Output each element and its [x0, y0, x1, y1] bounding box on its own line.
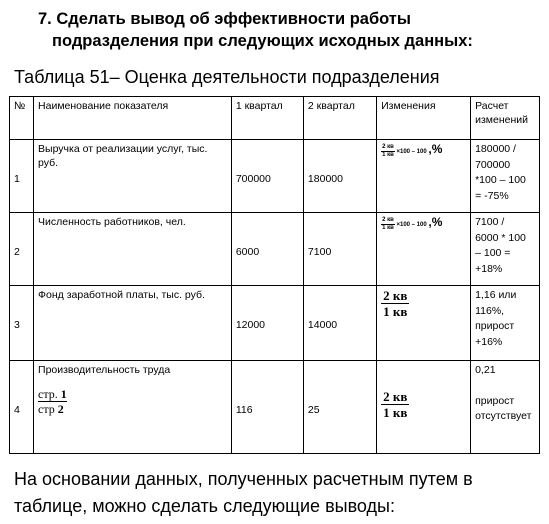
change-calculation — [471, 361, 540, 454]
row-number-text: 3 — [14, 319, 20, 331]
header-calculation: Расчет изменений — [471, 97, 540, 140]
productivity-formula — [38, 387, 67, 416]
calc-line: = -75% — [475, 189, 509, 202]
indicator-name: Выручка от реализации услуг, тыс. руб. — [34, 140, 232, 213]
quarter-ratio-fraction — [381, 389, 409, 420]
task-heading-line2: подразделения при следующих исходных данных: — [52, 32, 473, 50]
calc-line — [475, 379, 535, 394]
table-row — [10, 213, 540, 286]
row-number — [10, 286, 34, 361]
change-formula-expression — [381, 142, 443, 158]
formula-denominator-text: стр — [38, 402, 55, 416]
calc-line: 116%, — [475, 304, 505, 317]
table-row — [10, 286, 540, 361]
calc-line: прирост — [475, 320, 515, 332]
q1-value — [231, 361, 303, 454]
fraction-denominator: 1 кв — [383, 304, 408, 319]
quarter-ratio-fraction — [381, 217, 395, 232]
indicator-name-text: Производительность труда — [38, 364, 171, 376]
calc-line: – 100 = — [475, 247, 511, 259]
header-changes: Изменения — [377, 97, 471, 140]
formula-unit: ,% — [428, 215, 443, 229]
fraction-denominator: 1 кв — [382, 224, 394, 231]
change-formula — [377, 361, 471, 454]
table-row — [10, 361, 540, 454]
fraction-numerator: 2 кв — [382, 216, 394, 223]
formula-denominator — [38, 402, 64, 416]
change-formula — [377, 140, 471, 213]
formula-tail: ×100 – 100 — [396, 149, 427, 155]
fraction-numerator: 2 кв — [383, 389, 408, 404]
table-caption: Таблица 51– Оценка деятельности подразделения — [14, 67, 440, 87]
fraction-denominator: 1 кв — [383, 405, 408, 420]
formula-tail: ×100 – 100 — [396, 222, 427, 228]
header-indicator: Наименование показателя — [34, 97, 232, 140]
row-number-text: 2 — [14, 246, 20, 258]
calc-line: +18% — [475, 262, 503, 275]
header-q2: 2 квартал — [303, 97, 376, 140]
q2-value-text: 14000 — [307, 319, 338, 331]
q1-value — [231, 286, 303, 361]
change-formula-expression — [381, 215, 443, 231]
change-formula — [377, 213, 471, 286]
row-number-text: 1 — [14, 173, 20, 185]
header-q1: 1 квартал — [231, 97, 303, 140]
calc-line: 6000 * 100 — [475, 231, 526, 244]
q2-value-text: 7100 — [307, 246, 332, 258]
change-calculation — [471, 140, 540, 213]
q2-value-text: 180000 — [307, 173, 343, 185]
q2-value — [303, 286, 376, 361]
calc-line: 0,21 — [475, 364, 496, 376]
calc-line: 1,16 или — [475, 289, 517, 301]
formula-denominator-value: 2 — [57, 402, 64, 416]
calc-line: 7100 / — [475, 216, 505, 228]
row-number — [10, 213, 34, 286]
fraction-denominator: 1 кв — [382, 151, 394, 158]
evaluation-table — [9, 96, 540, 454]
task-heading-line1: 7. Сделать вывод об эффективности работы — [38, 10, 411, 28]
q2-value-text: 25 — [307, 404, 320, 416]
conclusion-paragraph: На основании данных, полученных расчетным путем в таблице, можно сделать следующие выводы: — [14, 469, 473, 516]
row-number — [10, 140, 34, 213]
q2-value — [303, 361, 376, 454]
q1-value — [231, 140, 303, 213]
calc-line: отсутствует — [475, 410, 532, 422]
quarter-ratio-fraction — [381, 144, 395, 159]
header-no: № — [10, 97, 34, 140]
formula-numerator-value: 1 — [60, 387, 67, 401]
calc-line: +16% — [475, 335, 503, 348]
row-number-text: 4 — [14, 404, 20, 416]
calc-line: прирост — [475, 394, 515, 407]
table-header-row — [10, 97, 540, 140]
change-calculation — [471, 286, 540, 361]
formula-unit: ,% — [428, 142, 443, 156]
q1-value-text: 116 — [235, 404, 253, 416]
indicator-name — [34, 361, 232, 454]
fraction-numerator: 2 кв — [383, 288, 408, 303]
table-row — [10, 140, 540, 213]
q1-value-text: 12000 — [235, 319, 266, 331]
q2-value — [303, 140, 376, 213]
q2-value — [303, 213, 376, 286]
formula-numerator — [38, 387, 67, 402]
indicator-name: Численность работников, чел. — [34, 213, 232, 286]
change-formula — [377, 286, 471, 361]
task-heading — [38, 8, 538, 52]
formula-numerator-text: стр. — [38, 387, 58, 401]
q1-value-text: 700000 — [235, 173, 271, 185]
q1-value-text: 6000 — [235, 246, 260, 258]
quarter-ratio-fraction — [381, 288, 409, 319]
fraction-numerator: 2 кв — [382, 143, 394, 150]
calc-line: 700000 — [475, 158, 511, 171]
calc-line: *100 – 100 — [475, 174, 526, 186]
row-number — [10, 361, 34, 454]
q1-value — [231, 213, 303, 286]
change-calculation — [471, 213, 540, 286]
calc-line: 180000 / — [475, 143, 516, 155]
indicator-name: Фонд заработной платы, тыс. руб. — [34, 286, 232, 361]
